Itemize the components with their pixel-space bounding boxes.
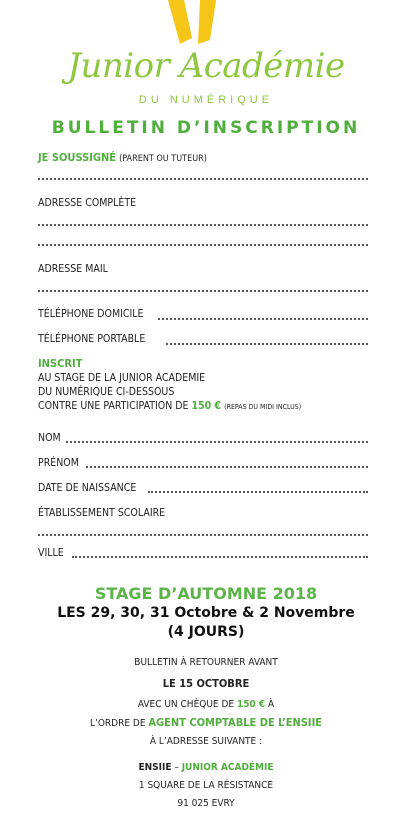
org-sub: JUNIOR ACADÉMIE bbox=[181, 762, 274, 773]
address-label: ADRESSE COMPLÈTE bbox=[38, 197, 137, 209]
mobile-phone-field[interactable] bbox=[166, 343, 368, 345]
signer-field[interactable] bbox=[38, 178, 368, 180]
org-city: 91 025 EVRY bbox=[177, 798, 235, 809]
stage-duration: (4 JOURS) bbox=[167, 624, 245, 640]
firstname-field[interactable] bbox=[86, 466, 368, 468]
signer-label bbox=[38, 151, 207, 164]
org-separator: – bbox=[171, 762, 182, 773]
name-label: NOM bbox=[38, 432, 61, 444]
stage-dates: LES 29, 30, 31 Octobre & 2 Novembre bbox=[57, 605, 355, 621]
stage-title: STAGE D’AUTOMNE 2018 bbox=[94, 584, 318, 603]
enroll-heading: INSCRIT bbox=[38, 357, 83, 370]
logo-subtitle: DU NUMÉRIQUE bbox=[138, 94, 274, 106]
email-label: ADRESSE MAIL bbox=[38, 263, 108, 275]
address-field-line-2[interactable] bbox=[38, 244, 368, 246]
birthdate-label: DATE DE NAISSANCE bbox=[38, 482, 137, 494]
school-field[interactable] bbox=[38, 534, 368, 536]
cheque-line bbox=[0, 699, 412, 710]
cheque-prefix: AVEC UN CHÈQUE DE bbox=[137, 699, 235, 710]
org-main: ENSIIE bbox=[138, 762, 172, 773]
city-field[interactable] bbox=[72, 556, 368, 558]
mobile-phone-label: TÉLÉPHONE PORTABLE bbox=[38, 333, 146, 345]
page-title: BULLETIN D’INSCRIPTION bbox=[51, 118, 361, 138]
enroll-line-2: DU NUMÉRIQUE CI-DESSOUS bbox=[38, 386, 175, 398]
payee-name: AGENT COMPTABLE DE L’ENSIIE bbox=[148, 716, 323, 729]
enroll-price: 150 € bbox=[191, 400, 222, 412]
enroll-price-note: (REPAS DU MIDI INCLUS) bbox=[224, 403, 302, 411]
email-field[interactable] bbox=[38, 290, 368, 292]
firstname-label: PRÉNOM bbox=[38, 457, 79, 469]
logo-name: Junior Académie bbox=[67, 46, 345, 86]
signer-note: (PARENT OU TUTEUR) bbox=[119, 154, 207, 164]
return-deadline: LE 15 OCTOBRE bbox=[162, 677, 250, 690]
name-field[interactable] bbox=[66, 441, 368, 443]
address-field-line-1[interactable] bbox=[38, 224, 368, 226]
logo-quote-marks-icon bbox=[160, 0, 240, 46]
org-line bbox=[0, 762, 412, 773]
home-phone-field[interactable] bbox=[158, 318, 368, 320]
enroll-price-prefix: CONTRE UNE PARTICIPATION DE bbox=[38, 400, 189, 412]
org-street: 1 SQUARE DE LA RÉSISTANCE bbox=[138, 780, 274, 791]
school-label: ÉTABLISSEMENT SCOLAIRE bbox=[38, 507, 166, 519]
cheque-suffix: À bbox=[267, 699, 275, 710]
return-line: BULLETIN À RETOURNER AVANT bbox=[134, 657, 278, 668]
enroll-line-1: AU STAGE DE LA JUNIOR ACADEMIE bbox=[38, 372, 206, 384]
payee-prefix: L’ORDRE DE bbox=[89, 718, 146, 729]
address-intro: À L’ADRESSE SUIVANTE : bbox=[149, 736, 263, 747]
home-phone-label: TÉLÉPHONE DOMICILE bbox=[38, 308, 144, 320]
cheque-amount: 150 € bbox=[236, 699, 266, 710]
signer-heading: JE SOUSSIGNÉ bbox=[38, 151, 117, 164]
city-label: VILLE bbox=[38, 547, 64, 559]
enroll-block bbox=[38, 357, 301, 414]
birthdate-field[interactable] bbox=[148, 491, 368, 493]
payee-line bbox=[0, 716, 412, 729]
enroll-line-3 bbox=[38, 399, 301, 414]
